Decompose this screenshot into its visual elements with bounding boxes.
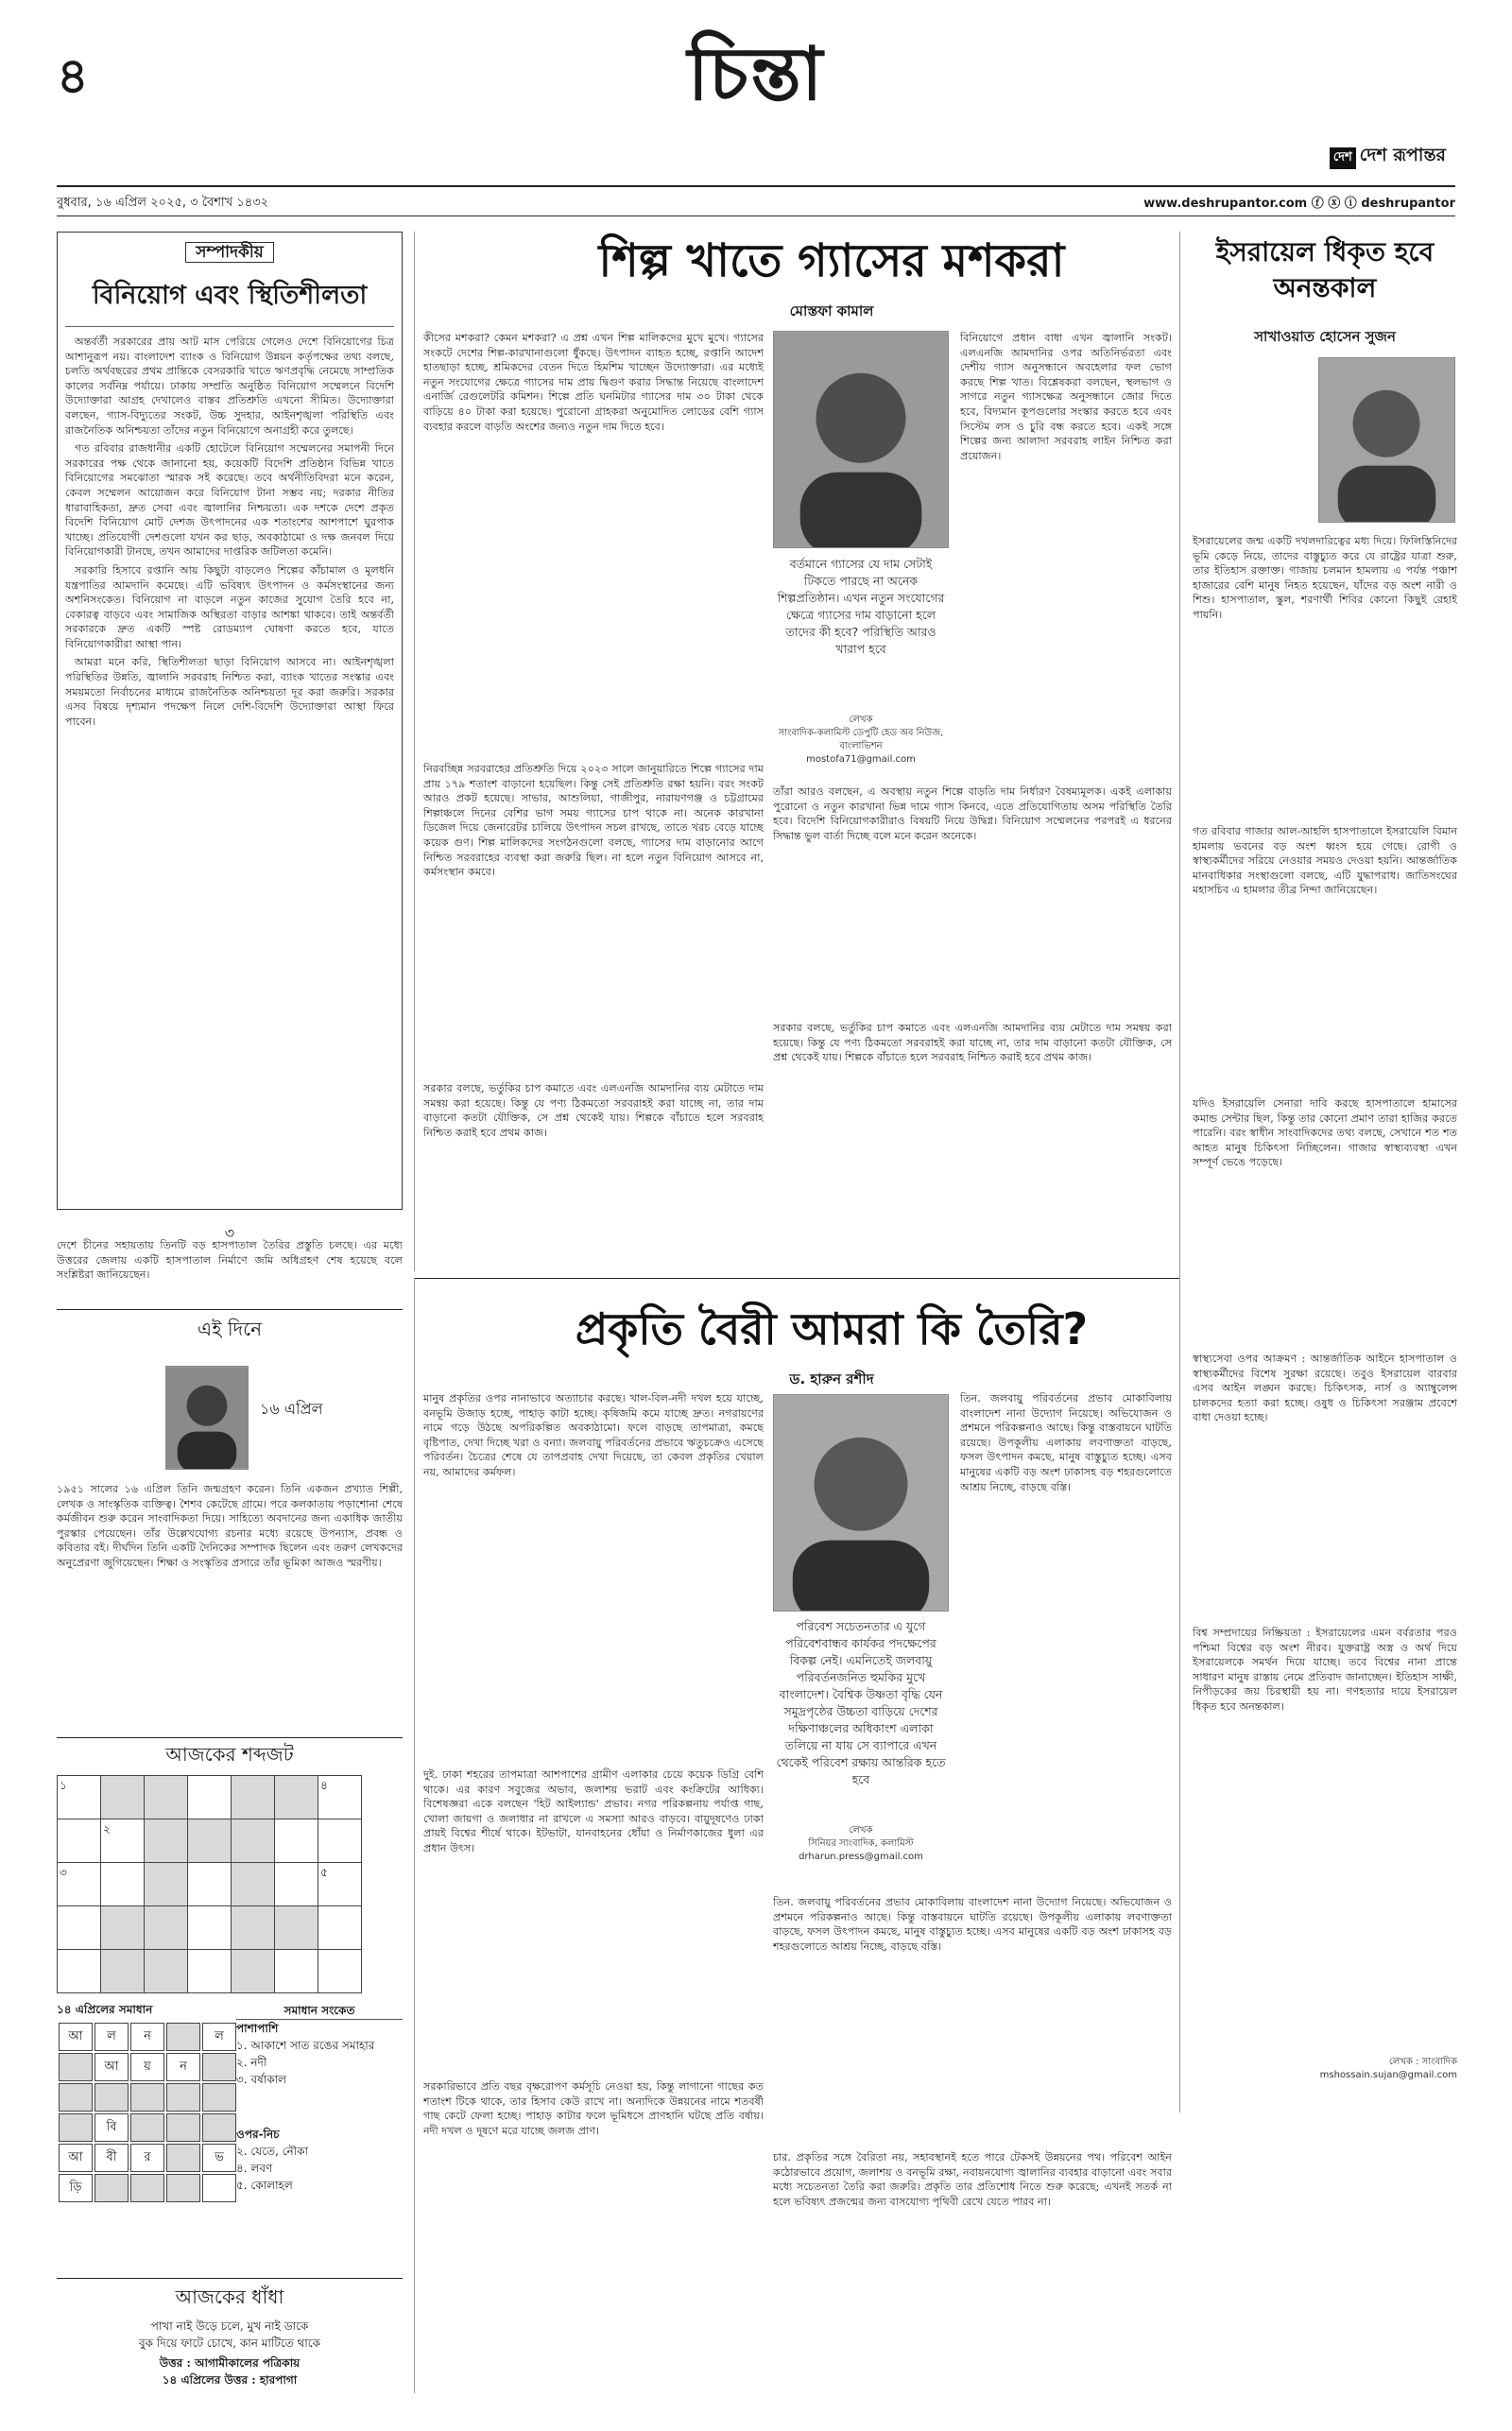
clue: ১. আকাশে সাত রঙের সমাহার [236, 2039, 375, 2052]
solution-cell [166, 2113, 200, 2142]
crossword-cell[interactable]: ৫ [318, 1863, 362, 1906]
crossword-cell[interactable] [188, 1906, 232, 1950]
crossword-cell[interactable] [232, 1906, 275, 1950]
solution-cell: আ [94, 2053, 129, 2081]
crossword-cell[interactable] [232, 1950, 275, 1993]
across-title: পাশাপাশি [236, 2022, 279, 2035]
crossword-cell[interactable] [188, 1950, 232, 1993]
clues-title: সমাধান সংকেত [236, 2002, 403, 2020]
riddle-previous-answer: ১৪ এপ্রিলের উত্তর : হারপাগা [162, 2373, 298, 2387]
article-column: বিশ্ব সম্প্রদায়ের নিষ্ক্রিয়তা : ইসরায়েলের এমন বর্বরতার পরও পশ্চিমা বিশ্বের বড় অংশ নীরব। যুক্তরাষ্ট্র অস্ত্র ও অর্থ দিয়ে ইসরায়েলকে সমর্থন দিয়ে যাচ্ছে। তবে বিশ্বের নানা প্রান্তে সাধারণ মানুষ রাস্তায় নেমে প্রতিবাদ জানাচ্ছেন। ইতিহাস সাক্ষী, নিপীড়কের জয় চিরস্থায়ী হয় না। গণহত্যার দায়ে ইসরায়েল ধিকৃত হবে অনন্তকাল। [1193, 1627, 1457, 1713]
crossword-cell[interactable]: ৪ [318, 1776, 362, 1819]
solution-cell [202, 2174, 236, 2202]
solution-cell: আ [59, 2023, 93, 2051]
solution-grid [57, 2021, 238, 2204]
crossword-cell[interactable]: ১ [58, 1776, 101, 1819]
editorial-label: সম্পাদকীয় [65, 240, 394, 267]
section-title: চিন্তা [687, 32, 825, 117]
solution-cell [94, 2174, 129, 2202]
solution-cell [202, 2053, 236, 2081]
author-info: লেখক : সাংবাদিক mshossain.sujan@gmail.com [1193, 2056, 1457, 2082]
this-day-title: এই দিনে [197, 1318, 263, 1340]
article-pullquote: পরিবেশ সচেতনতার এ যুগে পরিবেশবান্ধব কার্যকর পদক্ষেপের বিকল্প নেই। এমনিতেই জলবায়ু পরিবর্তনজনিত হুমকির মুখে বাংলাদেশ। বৈশ্বিক উষ্ণতা বৃদ্ধি যেন সমুদ্রপৃষ্ঠের উচ্চতা বাড়িয়ে দেশের দক্ষিণাঞ্চলের অধিকাংশ এলাকা তলিয়ে না যায় সে ব্যাপারে এখন থেকেই পরিবেশ রক্ষায় আন্তরিক হতে হবে [776, 1619, 946, 1786]
clue: ৩. বর্ষাকাল [236, 2073, 287, 2086]
solution-cell [166, 2023, 200, 2051]
crossword-grid [57, 1775, 362, 1993]
crossword-cell[interactable] [232, 1776, 275, 1819]
editorial-box [57, 232, 403, 1210]
crossword-cell[interactable] [58, 1950, 101, 1993]
header-rule [57, 185, 1455, 187]
article-pullquote: বর্তমানে গ্যাসের যে দাম সেটাই টিকতে পারছে না অনেক শিল্পপ্রতিষ্ঠান। এখন নতুন সংযোগের ক্ষেত্রে গ্যাসের দাম বাড়ানো হলে তাদের কী হবে? পরিস্থিতি আরও খারাপ হবে [777, 557, 945, 656]
solution-cell [166, 2174, 200, 2202]
solution-title: ১৪ এপ্রিলের সমাধান [57, 2003, 153, 2016]
solution-cell [59, 2113, 93, 2142]
article-column: বিনিয়োগে প্রধান বাধা এখন জ্বালানি সংকট। এলএনজি আমদানির ওপর অতিনির্ভরতা এবং দেশীয় গ্যাস অনুসন্ধানে অবহেলার ফল ভোগ করছে শিল্প খাত। বিশ্লেষকরা বলছেন, স্থলভাগ ও সাগরে নতুন গ্যাসক্ষেত্র অনুসন্ধানে জোর দিতে হবে, বিদ্যমান কূপগুলোর সংস্কার করতে হবে এবং সিস্টেম লস ও চুরি বন্ধ করতে হবে। একই সঙ্গে শিল্পের জন্য আলাদা সরবরাহ লাইন নিশ্চিত করা প্রয়োজন। [960, 332, 1172, 462]
crossword-cell[interactable] [275, 1950, 318, 1993]
article-byline: ড. হারুন রশীদ [789, 1371, 874, 1388]
crossword-cell[interactable] [188, 1863, 232, 1906]
article-column: চার. প্রকৃতির সঙ্গে বৈরিতা নয়, সহাবস্থানই হতে পারে টেকসই উন্নয়নের পথ। পরিবেশ আইন কঠোরভাবে প্রয়োগ, জলাশয় ও বনভূমি রক্ষা, নবায়নযোগ্য জ্বালানির ব্যবহার বাড়ানো এবং সবার মধ্যে সচেতনতা তৈরি করা জরুরি। প্রকৃতি তার প্রতিশোধ নিতে শুরু করেছে; এখনই সতর্ক না হলে ভবিষ্যৎ প্রজন্মের জন্য বাসযোগ্য পৃথিবী রেখে যেতে পারব না। [773, 2151, 1172, 2208]
solution-cell: ল [202, 2023, 236, 2051]
crossword-cell[interactable] [145, 1819, 188, 1863]
article-column: সরকার বলছে, ভর্তুকির চাপ কমাতে এবং এলএনজি আমদানির ব্যয় মেটাতে দাম সমন্বয় করা হয়েছে। কিন্তু যে পণ্য ঠিকমতো সরবরাহই করা যাচ্ছে না, তার দাম বাড়ানো কতটা যৌক্তিক, সে প্রশ্ন থেকেই যায়। শিল্পকে বাঁচাতে হলে সরবরাহ নিশ্চিত করাই হবে প্রথম কাজ। [773, 1022, 1172, 1064]
author-email[interactable]: mostofa71@gmail.com [806, 754, 916, 765]
article-column: ইসরায়েলের জন্ম একটি দখলদারিত্বের মধ্য দিয়ে। ফিলিস্তিনিদের ভূমি কেড়ে নিয়ে, তাদের বাস্তুচ্যুত করে যে রাষ্ট্রের যাত্রা শুরু, তার ইতিহাস রক্তাক্ত। গাজায় চলমান হামলায় এ পর্যন্ত পঞ্চাশ হাজারের বেশি মানুষ নিহত হয়েছেন, যাঁদের বড় অংশ নারী ও শিশু। হাসপাতাল, স্কুল, শরণার্থী শিবির কোনো কিছুই রেহাই পায়নি। [1193, 535, 1457, 621]
crossword-cell[interactable]: ৩ [58, 1863, 101, 1906]
article-column: মানুষ প্রকৃতির ওপর নানাভাবে অত্যাচার করছে। খাল-বিল-নদী দখল হয়ে যাচ্ছে, বনভূমি উজাড় হচ্ছে, পাহাড় কাটা হচ্ছে। কৃষিজমি কমে যাচ্ছে দ্রুত। নগরায়ণের নামে গড়ে উঠছে অপরিকল্পিত অবকাঠামো। ফলে বাড়ছে তাপমাত্রা, কমছে বৃষ্টিপাত, দেখা দিচ্ছে খরা ও বন্যা। জলবায়ু পরিবর্তনের প্রভাবে ঋতুচক্রেও এসেছে পরিবর্তন। চৈত্রের শেষে যে তাপপ্রবাহ দেখা দিয়েছে, তা কেবল প্রকৃতির খেয়াল নয়, আমাদের কর্মফল। [423, 1392, 764, 1478]
article-headline: শিল্প খাতে গ্যাসের মশকরা [598, 234, 1065, 287]
solution-cell: ন [166, 2053, 200, 2081]
solution-cell [166, 2144, 200, 2172]
riddle-title: আজকের ধাঁধা [175, 2285, 284, 2308]
crossword-cell[interactable] [145, 1776, 188, 1819]
editorial-title: বিনিয়োগ এবং স্থিতিশীলতা [65, 276, 394, 327]
article-byline: সাখাওয়াত হোসেন সুজন [1254, 328, 1396, 345]
solution-cell: বি [94, 2113, 129, 2142]
riddle-answer-note: উত্তর : আগামীকালের পত্রিকায় [159, 2356, 301, 2370]
crossword-cell[interactable]: ২ [101, 1819, 145, 1863]
news-brief: দেশে চীনের সহায়তায় তিনটি বড় হাসপাতাল তৈরির প্রস্তুতি চলছে। এর মধ্যে উত্তরের জেলায় একটি হাসপাতাল নির্মাণে জমি অধিগ্রহণ শেষ হয়েছে বলে সংশ্লিষ্টরা জানিয়েছেন। [57, 1239, 403, 1282]
solution-cell: আ [59, 2144, 93, 2172]
article-byline: মোস্তফা কামাল [789, 302, 874, 319]
newspaper-logo [1330, 142, 1446, 172]
editorial-paragraph: অন্তর্বর্তী সরকারের প্রায় আট মাস পেরিয়ে গেলেও দেশে বিনিয়োগের চিত্র আশানুরূপ নয়। বাংলাদেশ ব্যাংক ও বিনিয়োগ উন্নয়ন কর্তৃপক্ষের তথ্য বলছে, চলতি অর্থবছরের প্রথম প্রান্তিকে বেসরকারি খাতে ঋণপ্রবৃদ্ধি নেমেছে সাম্প্রতিক কালের সর্বনিম্ন পর্যায়ে। ঢাকায় সম্প্রতি অনুষ্ঠিত বিনিয়োগ সম্মেলনে বিদেশি উদ্যোক্তারা আগ্রহ দেখালেও বাস্তব প্রতিশ্রুতি এখনো সীমিত। উদ্যোক্তারা বলছেন, গ্যাস-বিদ্যুতের সংকট, উচ্চ সুদহার, আইনশৃঙ্খলা পরিস্থিতি এবং রাজনৈতিক অনিশ্চয়তা তাঁদের নতুন বিনিয়োগে অনাগ্রহী করে তুলছে। [65, 336, 394, 437]
crossword-cell[interactable] [145, 1950, 188, 1993]
solution-cell: য় [130, 2053, 164, 2081]
down-title: ওপর-নিচ [236, 2128, 280, 2141]
article-column: কীসের মশকরা? কেমন মশকরা? এ প্রশ্ন এখন শিল্প মালিকদের মুখে মুখে। গ্যাসের সংকটে দেশের শিল্প-কারখানাগুলো ধুঁকছে। উৎপাদন ব্যাহত হচ্ছে, রপ্তানি আদেশ হাতছাড়া হচ্ছে, শ্রমিকদের বেতন দিতে হিমশিম খাচ্ছেন উদ্যোক্তারা। এর মধ্যেই নতুন সংযোগের ক্ষেত্রে গ্যাসের দাম প্রায় দ্বিগুণ করার সিদ্ধান্ত নিয়েছে বাংলাদেশ এনার্জি রেগুলেটরি কমিশন। শিল্পে প্রতি ঘনমিটার গ্যাসের দাম ৩০ টাকা থেকে বাড়িয়ে ৪০ টাকা করা হয়েছে। পুরোনো গ্রাহকরা অনুমোদিত লোডের বেশি গ্যাস ব্যবহার করলে বাড়তি অংশের জন্যও নতুন দাম দিতে হবে। [423, 332, 764, 433]
crossword-cell[interactable] [275, 1776, 318, 1819]
author-info: লেখক সিনিয়র সাংবাদিক, কলামিস্ট drharun.press@gmail.com [773, 1824, 949, 1864]
article-column: সরকারিভাবে প্রতি বছর বৃক্ষরোপণ কর্মসূচি নেওয়া হয়, কিন্তু লাগানো গাছের কত শতাংশ টিকে থাকে, তার হিসাব কেউ রাখে না। অন্যদিকে উন্নয়নের নামে শতবর্ষী গাছ কেটে ফেলা হচ্ছে। পাহাড় কাটার ফলে ভূমিধসে প্রাণহানি ঘটছে প্রতি বর্ষায়। নদী দখল ও দূষণে মরে যাচ্ছে জলজ প্রাণ। [423, 2080, 764, 2137]
page-number: ৪ [57, 48, 89, 105]
solution-cell [130, 2083, 164, 2112]
clue: ৪. লবণ [236, 2162, 273, 2175]
crossword-cell[interactable] [188, 1819, 232, 1863]
solution-cell: ভ [202, 2144, 236, 2172]
editorial-paragraph: আমরা মনে করি, স্থিতিশীলতা ছাড়া বিনিয়োগ আসবে না। আইনশৃঙ্খলা পরিস্থিতির উন্নতি, জ্বালানি সরবরাহ নিশ্চিত করা, ব্যাংক খাতের সংস্কার এবং সময়মতো নির্বাচনের মাধ্যমে রাজনৈতিক অনিশ্চয়তা দূর করা জরুরি। সরকার এসব বিষয়ে দৃশ্যমান পদক্ষেপ নিলে দেশি-বিদেশি উদ্যোক্তারা আস্থা ফিরে পাবেন। [65, 656, 394, 728]
solution-cell [59, 2053, 93, 2081]
solution-cell: ন [130, 2023, 164, 2051]
article-column: তাঁরা আরও বলছেন, এ অবস্থায় নতুন শিল্পে বাড়তি দাম নির্ধারণ বৈষম্যমূলক। একই এলাকায় পুরোনো ও নতুন কারখানা ভিন্ন দামে গ্যাস কিনবে, এতে প্রতিযোগিতায় অসম পরিস্থিতি তৈরি হবে। বিদেশি বিনিয়োগকারীরাও বিষয়টি নিয়ে উদ্বিগ্ন। বিনিয়োগ সম্মেলনের পরপরই এ ধরনের সিদ্ধান্ত ভুল বার্তা দিচ্ছে বলে মনে করেন অনেকে। [773, 785, 1172, 842]
dateline: বুধবার, ১৬ এপ্রিল ২০২৫, ৩ বৈশাখ ১৪৩২ [57, 196, 269, 210]
article-column: যদিও ইসরায়েলি সেনারা দাবি করছে হাসপাতালে হামাসের কমান্ড সেন্টার ছিল, কিন্তু তার কোনো প্রমাণ তারা হাজির করতে পারেনি। বরং স্বাধীন সাংবাদিকদের তথ্য বলছে, সেখানে শত শত আহত মানুষ চিকিৎসা নিচ্ছিলেন। গাজার স্বাস্থ্যব্যবস্থা এখন সম্পূর্ণ ভেঙে পড়েছে। [1193, 1097, 1457, 1169]
author-photo [773, 331, 949, 548]
riddle-text: পাখা নাই উড়ে চলে, মুখ নাই ডাকে বুক দিয়ে ফাটে চোখে, কান মাটিতে থাকে [139, 2319, 320, 2350]
solution-cell [94, 2083, 129, 2112]
crossword-cell[interactable] [275, 1863, 318, 1906]
solution-cell [202, 2113, 236, 2142]
logo-mark-icon: দেশ [1330, 147, 1356, 169]
article-column: সরকার বলছে, ভর্তুকির চাপ কমাতে এবং এলএনজি আমদানির ব্যয় মেটাতে দাম সমন্বয় করা হয়েছে। কিন্তু যে পণ্য ঠিকমতো সরবরাহই করা যাচ্ছে না, তার দাম বাড়ানো কতটা যৌক্তিক, সে প্রশ্ন থেকেই যায়। শিল্পকে বাঁচাতে হলে সরবরাহ নিশ্চিত করাই হবে প্রথম কাজ। [423, 1082, 764, 1139]
crossword-cell[interactable] [188, 1776, 232, 1819]
crossword-clues [236, 2002, 403, 2194]
crossword-cell[interactable] [145, 1863, 188, 1906]
crossword-cell[interactable] [232, 1819, 275, 1863]
crossword-cell[interactable] [232, 1863, 275, 1906]
article-column: তিন. জলবায়ু পরিবর্তনের প্রভাব মোকাবিলায় বাংলাদেশ নানা উদ্যোগ নিয়েছে। অভিযোজন ও প্রশমনে পরিকল্পনাও আছে। কিন্তু বাস্তবায়নে ঘাটতি রয়েছে। উপকূলীয় এলাকায় লবণাক্ততা বাড়ছে, ফসল উৎপাদন কমছে, মানুষ বাস্তুচ্যুত হচ্ছে। এসব মানুষের একটি বড় অংশ ঢাকাসহ বড় শহরগুলোতে আশ্রয় নিচ্ছে, বাড়ছে বস্তি। [773, 1896, 1172, 1953]
crossword-cell[interactable] [58, 1906, 101, 1950]
solution-cell [166, 2083, 200, 2112]
author-email[interactable]: mshossain.sujan@gmail.com [1319, 2070, 1457, 2080]
article-column: গত রবিবার গাজার আল-আহলি হাসপাতালে ইসরায়েলি বিমান হামলায় ভবনের বড় অংশ ধ্বংস হয়ে গেছে। রোগী ও স্বাস্থ্যকর্মীদের সরিয়ে নেওয়ার সময়ও দেওয়া হয়নি। আন্তর্জাতিক মানবাধিকার সংস্থাগুলো বলছে, এটি যুদ্ধাপরাধ। জাতিসংঘের মহাসচিব এ হামলার তীব্র নিন্দা জানিয়েছেন। [1193, 825, 1457, 897]
crossword-cell[interactable] [145, 1906, 188, 1950]
clue: ২. যেতে, নৌকা [236, 2145, 309, 2158]
crossword-cell[interactable] [58, 1819, 101, 1863]
solution-cell: র [130, 2144, 164, 2172]
crossword-cell[interactable] [318, 1819, 362, 1863]
crossword-title: আজকের শব্দজট [165, 1743, 294, 1766]
solution-cell: ল [94, 2023, 129, 2051]
article-headline: প্রকৃতি বৈরী আমরা কি তৈরি? [575, 1303, 1089, 1354]
article-column: তিন. জলবায়ু পরিবর্তনের প্রভাব মোকাবিলায় বাংলাদেশ নানা উদ্যোগ নিয়েছে। অভিযোজন ও প্রশমনে পরিকল্পনাও আছে। কিন্তু বাস্তবায়নে ঘাটতি রয়েছে। উপকূলীয় এলাকায় লবণাক্ততা বাড়ছে, ফসল উৎপাদন কমছে, মানুষ বাস্তুচ্যুত হচ্ছে। এসব মানুষের একটি বড় অংশ ঢাকাসহ বড় শহরগুলোতে আশ্রয় নিচ্ছে, বাড়ছে বস্তি। [960, 1392, 1172, 1493]
brand-name: দেশ রূপান্তর [1359, 145, 1446, 165]
solution-cell [130, 2113, 164, 2142]
article-column: নিরবচ্ছিন্ন সরবরাহের প্রতিশ্রুতি দিয়ে ২০২৩ সালে জানুয়ারিতে শিল্পে গ্যাসের দাম প্রায় ১৭৯ শতাংশ বাড়ানো হয়েছিল। কিন্তু সেই প্রতিশ্রুতি রক্ষা হয়নি। বরং সংকট আরও প্রকট হয়েছে। সাভার, আশুলিয়া, গাজীপুর, নারায়ণগঞ্জ ও চট্টগ্রামের শিল্পাঞ্চলে দিনের বেশির ভাগ সময় গ্যাসের চাপ থাকে না। অনেক কারখানা ডিজেল দিয়ে জেনারেটর চালিয়ে উৎপাদন সচল রাখছে, তাতে খরচ বেড়ে যাচ্ছে কয়েক গুণ। শিল্প মালিকদের সংগঠনগুলো বলছে, গ্যাসের দাম বাড়ানোর আগে নিশ্চিত সরবরাহের ব্যবস্থা করা জরুরি ছিল। না হলে নতুন বিনিয়োগ আসবে না, কর্মসংস্থান কমবে। [423, 763, 764, 879]
crossword-cell[interactable] [318, 1950, 362, 1993]
author-photo [773, 1394, 949, 1612]
crossword-cell[interactable] [101, 1863, 145, 1906]
solution-cell: ড়ি [59, 2174, 93, 2202]
this-day-date: ১৬ এপ্রিল [260, 1400, 323, 1418]
solution-cell [59, 2083, 93, 2112]
crossword-cell[interactable] [318, 1906, 362, 1950]
this-day-photo [165, 1366, 249, 1470]
article-column: দুই. ঢাকা শহরের তাপমাত্রা আশপাশের গ্রামীণ এলাকার চেয়ে কয়েক ডিগ্রি বেশি থাকে। এর কারণ সবুজের অভাব, জলাশয় ভরাট এবং কংক্রিটের আধিক্য। বিশেষজ্ঞরা একে বলছেন 'হিট আইল্যান্ড' প্রভাব। নগর পরিকল্পনায় পর্যাপ্ত গাছ, খোলা জায়গা ও জলাধার না রাখলে এ সমস্যা আরও বাড়বে। বায়ুদূষণেও ঢাকা প্রায়ই বিশ্বের শীর্ষে থাকে। ইটভাটা, যানবাহনের ধোঁয়া ও নির্মাণকাজের ধুলা এর প্রধান উৎস। [423, 1768, 764, 1854]
solution-cell [202, 2083, 236, 2112]
item-number: ৩ [224, 1224, 235, 1242]
editorial-body [65, 335, 394, 733]
author-info: লেখক সাংবাদিক-কলামিস্ট ডেপুটি হেড অব নিউজ, বাংলাভিশন mostofa71@gmail.com [773, 714, 949, 767]
solution-cell: বী [94, 2144, 129, 2172]
crossword-cell[interactable] [101, 1950, 145, 1993]
editorial-paragraph: সরকারি হিসাবে রপ্তানি আয় কিছুটা বাড়লেও শিল্পের কাঁচামাল ও মূলধনি যন্ত্রপাতির আমদানি কমেছে। এটি ভবিষ্যৎ উৎপাদন ও কর্মসংস্থানের জন্য অশনিসংকেত। বিনিয়োগ না বাড়লে নতুন কাজের সুযোগ তৈরি হবে না, বেকারত্ব বাড়বে এবং সামাজিক অস্থিরতা বাড়ার আশঙ্কা থাকবে। তাই অন্তর্বর্তী সরকারকে দ্রুত একটি স্পষ্ট রোডম্যাপ ঘোষণা করতে হবে, যাতে বিনিয়োগকারীরা আস্থা পান। [65, 563, 394, 650]
clue: ২. নদী [236, 2056, 267, 2069]
this-day-text: ১৯৫১ সালের ১৬ এপ্রিল তিনি জন্মগ্রহণ করেন। তিনি একজন প্রখ্যাত শিল্পী, লেখক ও সাংস্কৃতিক ব্যক্তিত্ব। শৈশব কেটেছে গ্রামে। পরে কলকাতায় পড়াশোনা শেষে কর্মজীবন শুরু করেন সাংবাদিকতা দিয়ে। সাহিত্যে অবদানের জন্য একাধিক জাতীয় পুরস্কার পেয়েছেন। তাঁর উল্লেখযোগ্য রচনার মধ্যে রয়েছে উপন্যাস, প্রবন্ধ ও কবিতার বই। দীর্ঘদিন তিনি একটি দৈনিকের সম্পাদক ছিলেন এবং তরুণ লেখকদের অনুপ্রেরণা জুগিয়েছেন। শিক্ষা ও সংস্কৃতির প্রসারে তাঁর ভূমিকা আজও স্মরণীয়। [57, 1483, 403, 1569]
editorial-paragraph: গত রবিবার রাজধানীর একটি হোটেলে বিনিয়োগ সম্মেলনের সমাপনী দিনে সরকারের পক্ষ থেকে জানানো হয়, কয়েকটি বিদেশি প্রতিষ্ঠান বিভিন্ন খাতে বিনিয়োগের সমঝোতা স্মারক সই করেছে। তবে অর্থনীতিবিদরা মনে করেন, কেবল সম্মেলন আয়োজন করে বিনিয়োগ টানা সম্ভব নয়; দরকার নীতির ধারাবাহিকতা, দ্রুত সেবা এবং জ্বালানির নিশ্চয়তা। এক দশকে দেশে প্রকৃত বিদেশি বিনিয়োগ মোট দেশজ উৎপাদনের এক শতাংশের আশপাশে ঘুরপাক খাচ্ছে। প্রতিযোগী দেশগুলো যখন কর ছাড়, অবকাঠামো ও দক্ষ জনবল দিয়ে বিনিয়োগকারী টানছে, তখন আমাদের দাপ্তরিক জটিলতা কমেনি। [65, 442, 394, 559]
article-column: স্বাস্থ্যসেবা ওপর আক্রমণ : আন্তর্জাতিক আইনে হাসপাতাল ও স্বাস্থ্যকর্মীদের বিশেষ সুরক্ষা রয়েছে। তবুও ইসরায়েল বারবার এসব আইন লঙ্ঘন করছে। চিকিৎসক, নার্স ও অ্যাম্বুলেন্স চালকদের হত্যা করা হচ্ছে। ওষুধ ও চিকিৎসা সরঞ্জাম প্রবেশে বাধা দেওয়া হচ্ছে। [1193, 1353, 1457, 1424]
crossword-cell[interactable] [101, 1776, 145, 1819]
article-headline: ইসরায়েল ধিকৃত হবে অনন্তকাল [1215, 236, 1435, 303]
author-photo [1318, 357, 1455, 523]
crossword-cell[interactable] [101, 1906, 145, 1950]
solution-cell [130, 2174, 164, 2202]
clue: ৫. কোলাহল [236, 2179, 293, 2192]
crossword-cell[interactable] [275, 1906, 318, 1950]
website-url[interactable]: www.deshrupantor.com ⓕ ⓧ ⓘ deshrupantor [1143, 197, 1455, 211]
crossword-cell[interactable] [275, 1819, 318, 1863]
author-email[interactable]: drharun.press@gmail.com [799, 1852, 923, 1862]
